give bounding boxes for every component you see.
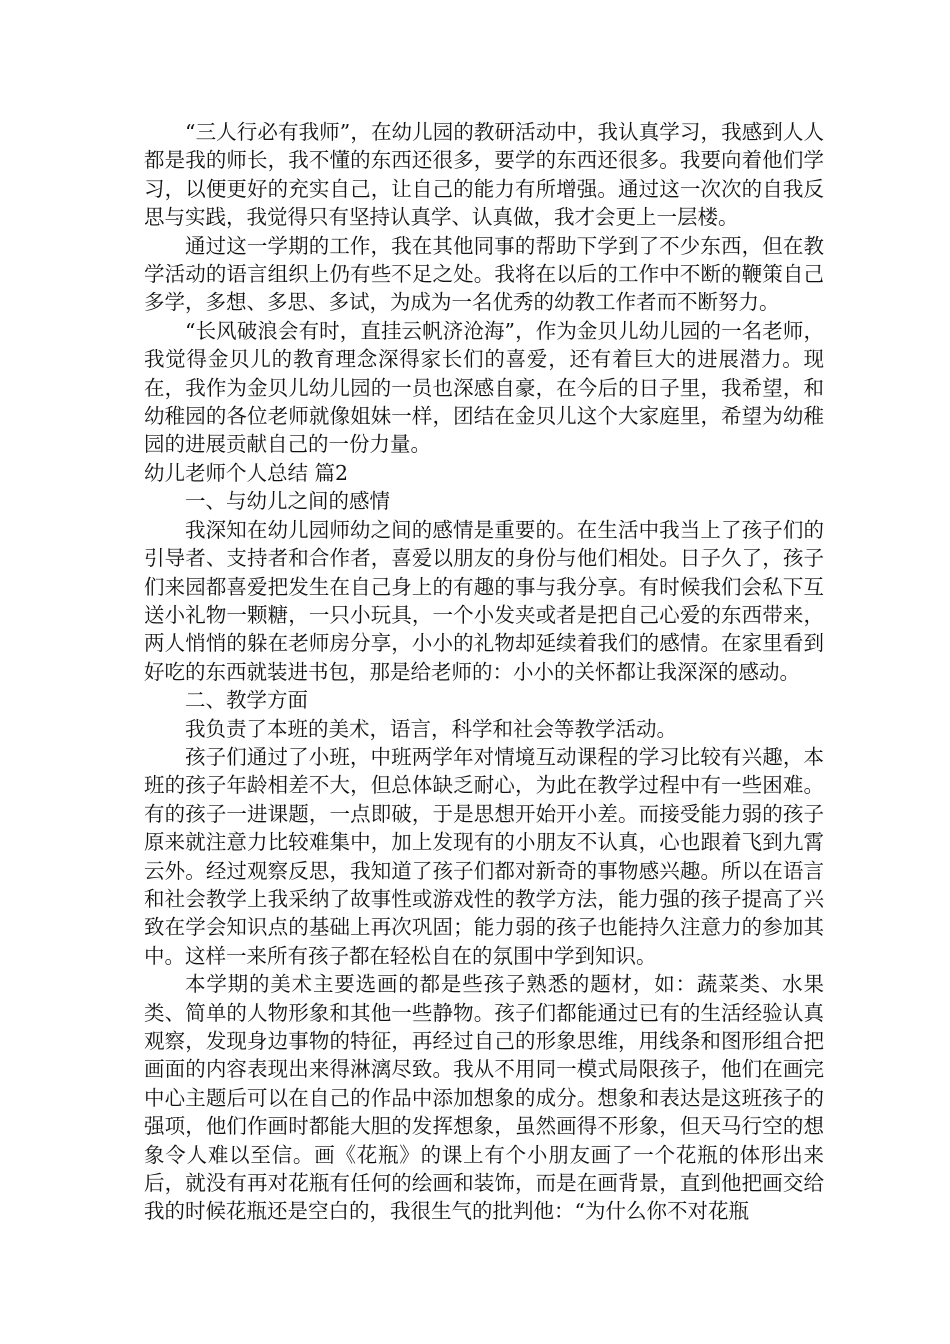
subheading-relationship: 一、与幼儿之间的感情: [185, 489, 390, 514]
paragraph-6: 孩子们通过了小班，中班两学年对情境互动课程的学习比较有兴趣，本班的孩子年龄相差不大，但总体缺乏耐心，为此在教学过程中有一些困难。有的孩子一进课题，一点即破，于是思想开始开小差。而接受能力弱的孩子原来就注意力比较难集中，加上发现有的小朋友不认真，心也跟着飞到九霄云外。经过观察反思，我知道了孩子们都对新奇的事物感兴趣。所以在语言和社会教学上我采纳了故事性或游戏性的教学方法，能力强的孩子提高了兴致在学会知识点的基础上再次巩固；能力弱的孩子也能持久注意力的参加其中。这样一来所有孩子都在轻松自在的氛围中学到知识。: [144, 744, 824, 968]
document-body: [144, 118, 824, 1226]
paragraph-4: 我深知在幼儿园师幼之间的感情是重要的。在生活中我当上了孩子们的引导者、支持者和合作者，喜爱以朋友的身份与他们相处。日子久了，孩子们来园都喜爱把发生在自己身上的有趣的事与我分享。有时候我们会私下互送小礼物一颗糖，一只小玩具，一个小发夹或者是把自己心爱的东西带来，两人悄悄的躲在老师房分享，小小的礼物却延续着我们的感情。在家里看到好吃的东西就装进书包，那是给老师的：小小的关怀都让我深深的感动。: [144, 517, 824, 684]
paragraph-7: 本学期的美术主要选画的都是些孩子熟悉的题材，如：蔬菜类、水果类、简单的人物形象和其他一些静物。孩子们都能通过已有的生活经验认真观察，发现身边事物的特征，再经过自己的形象思维，用线条和图形组合把画面的内容表现出来得淋漓尽致。我从不用同一模式局限孩子，他们在画完中心主题后可以在自己的作品中添加想象的成分。想象和表达是这班孩子的强项，他们作画时都能大胆的发挥想象，虽然画得不形象，但天马行空的想象令人难以至信。画《花瓶》的课上有个小朋友画了一个花瓶的体形出来后，就没有再对花瓶有任何的绘画和装饰，而是在画背景，直到他把画交给我的时候花瓶还是空白的，我很生气的批判他：“为什么你不对花瓶: [144, 972, 824, 1224]
paragraph-3: “长风破浪会有时，直挂云帆济沧海”，作为金贝儿幼儿园的一名老师，我觉得金贝儿的教育理念深得家长们的喜爱，还有着巨大的进展潜力。现在，我作为金贝儿幼儿园的一员也深感自豪，在今后的日子里，我希望，和幼稚园的各位老师就像姐妹一样，团结在金贝儿这个大家庭里，希望为幼稚园的进展贡献自己的一份力量。: [144, 318, 824, 457]
paragraph-2: 通过这一学期的工作，我在其他同事的帮助下学到了不少东西，但在教学活动的语言组织上仍有些不足之处。我将在以后的工作中不断的鞭策自己多学，多想、多思、多试，为成为一名优秀的幼教工作者而不断努力。: [144, 233, 824, 315]
section-title: 幼儿老师个人总结 篇2: [144, 460, 349, 485]
subheading-teaching: 二、教学方面: [185, 688, 308, 713]
paragraph-5: 我负责了本班的美术，语言，科学和社会等教学活动。: [185, 716, 677, 741]
paragraph-1: “三人行必有我师”，在幼儿园的教研活动中，我认真学习，我感到人人都是我的师长，我不懂的东西还很多，要学的东西还很多。我要向着他们学习，以便更好的充实自己，让自己的能力有所增强。通过这一次次的自我反思与实践，我觉得只有坚持认真学、认真做，我才会更上一层楼。: [144, 120, 824, 230]
